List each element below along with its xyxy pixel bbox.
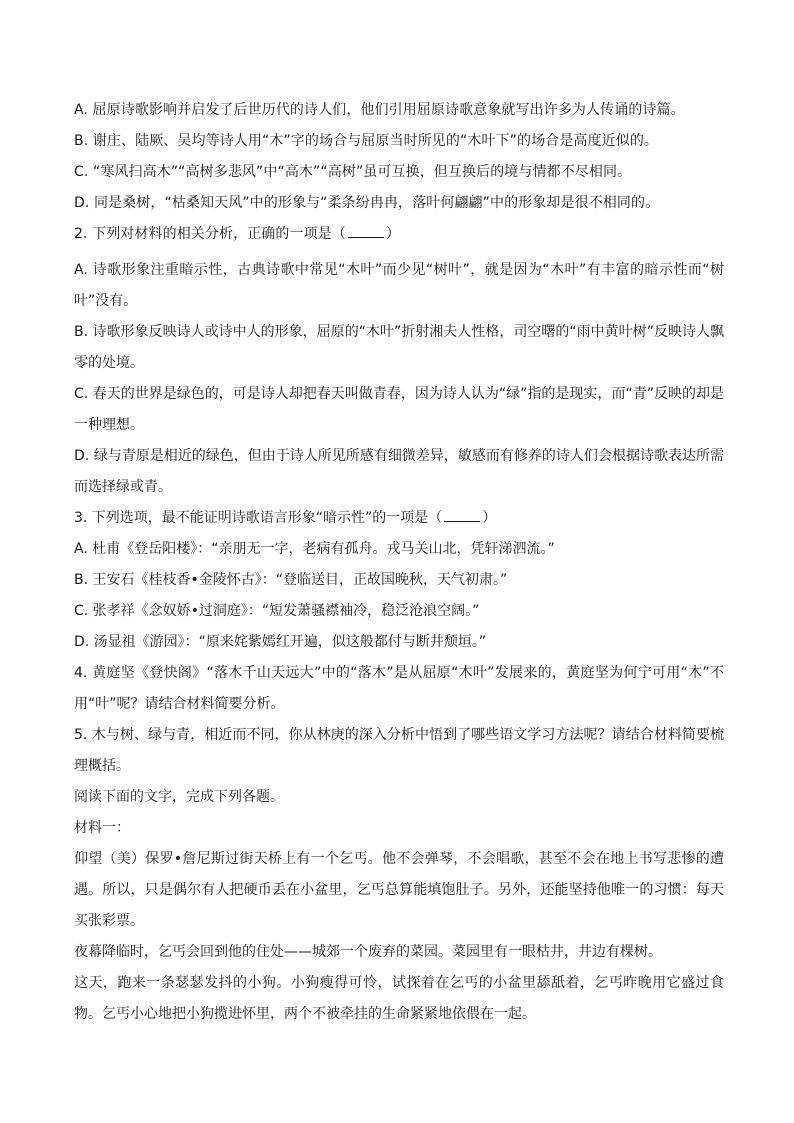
material-paragraph: 夜幕降临时，乞丐会回到他的住处——城郊一个废弃的菜园。菜园里有一眼枯井，井边有棵树。 [74,944,662,960]
q2-option-d: D. 绿与青原是相近的绿色，但由于诗人所见所感有细微差异，敏感而有修养的诗人们会根据诗歌表达所需而选择绿或青。 [74,448,724,495]
q1-option-a: A. 屈原诗歌影响并启发了后世历代的诗人们，他们引用屈原诗歌意象就写出许多为人传诵的诗篇。 [74,102,685,118]
q2-stem [74,224,724,244]
reading-intro: 阅读下面的文字，完成下列各题。 [74,789,284,805]
answer-blank [444,508,480,522]
q4-question: 4. 黄庭坚《登快阁》“落木千山天远大”中的“落木”是从屈原“木叶”发展来的，黄庭坚为何宁可用“木”不用“叶”呢？请结合材料简要分析。 [74,665,724,712]
q2-stem-close: ） [385,226,401,242]
q3-option-b: B. 王安石《桂枝香•金陵怀古》：“登临送目，正故国晚秋，天气初肃。” [74,572,508,588]
q2-option-b: B. 诗歌形象反映诗人或诗中人的形象，屈原的“木叶”折射湘夫人性格，司空曙的“雨中黄叶树”反映诗人飘零的处境。 [74,324,724,371]
q3-stem-text: 3. 下列选项，最不能证明诗歌语言形象“暗示性”的一项是（ [74,510,443,526]
q1-option-d: D. 同是桑树，“枯桑知天风”中的形象与“柔条纷冉冉，落叶何翩翩”中的形象却是很不相同的。 [74,195,660,211]
q3-option-c: C. 张孝祥《念奴娇•过洞庭》：“短发萧骚襟袖冷，稳泛沧浪空阔。” [74,603,480,619]
document-page [74,100,724,1030]
q2-stem-text: 2. 下列对材料的相关分析，正确的一项是（ [74,226,346,242]
q5-question: 5. 木与树、绿与青，相近而不同，你从林庚的深入分析中悟到了哪些语文学习方法呢？请结合材料简要梳理概括。 [74,727,724,774]
material-paragraph: 仰望（美）保罗•詹尼斯过街天桥上有一个乞丐。他不会弹琴，不会唱歌，甚至不会在地上书写悲惨的遭遇。所以，只是偶尔有人把硬币丢在小盆里，乞丐总算能填饱肚子。另外，还能坚持他唯一的习惯：每天买张彩票。 [74,851,724,929]
q3-stem-close: ） [482,510,497,526]
answer-blank [348,224,384,238]
q2-option-c: C. 春天的世界是绿色的，可是诗人却把春天叫做青春，因为诗人认为“绿”指的是现实，而“青”反映的却是一种理想。 [74,386,724,433]
q2-option-a: A. 诗歌形象注重暗示性，古典诗歌中常见“木叶”而少见“树叶”，就是因为“木叶”有丰富的暗示性而“树叶”没有。 [74,262,724,309]
q1-option-b: B. 谢庄、陆厥、吴均等诗人用“木”字的场合与屈原当时所见的“木叶下”的场合是高度近似的。 [74,133,659,149]
material-paragraph: 这天，跑来一条瑟瑟发抖的小狗。小狗瘦得可怜，试探着在乞丐的小盆里舔舐着，乞丐昨晚用它盛过食物。乞丐小心地把小狗揽进怀里，两个不被牵挂的生命紧紧地依偎在一起。 [74,975,724,1022]
q3-option-a: A. 杜甫《登岳阳楼》：“亲朋无一字，老病有孤舟。戎马关山北，凭轩涕泗流。” [74,541,555,557]
q3-option-d: D. 汤显祖《游园》：“原来姹紫嫣红开遍，似这般都付与断井颓垣。” [74,634,487,650]
q3-stem [74,503,724,534]
material-label: 材料一： [74,820,130,836]
q1-option-c: C. “寒风扫高木”“高树多悲风”中“高木”“高树”虽可互换，但互换后的境与情都不尽相同。 [74,164,632,180]
